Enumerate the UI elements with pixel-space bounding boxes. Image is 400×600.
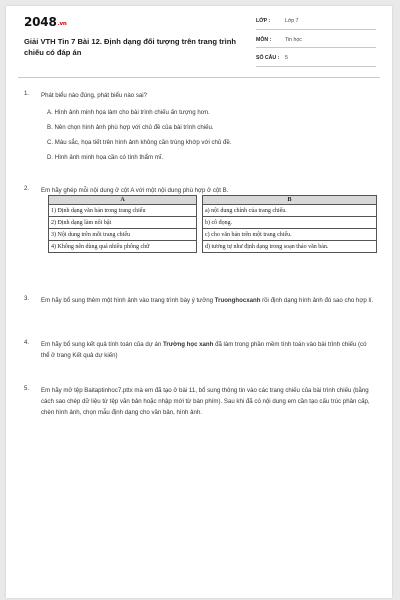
- column-a-header: A: [49, 196, 197, 205]
- question-3: [24, 295, 376, 306]
- logo-suffix: .vn: [57, 21, 67, 27]
- question-number: 4.: [24, 339, 30, 346]
- question-text-start: Em hãy bổ sung thêm một hình ảnh vào trang trình bày ý tưởng: [41, 297, 215, 304]
- table-row: [49, 241, 377, 253]
- meta-label: MÔN :: [256, 36, 272, 43]
- document-page: [6, 6, 392, 598]
- question-1: [24, 90, 376, 161]
- option-d: D. Hình ảnh minh họa cần có tính thẩm mĩ.: [47, 154, 164, 162]
- meta-value: 5: [285, 55, 288, 61]
- cell-a: 2) Định dạng làm nổi bật: [49, 217, 197, 229]
- cell-b: c) cho văn bản trên một trang chiếu.: [203, 229, 377, 241]
- table-row: [49, 205, 377, 217]
- meta-value: Tin học: [285, 36, 302, 43]
- header-divider: [18, 77, 380, 78]
- question-keyword: Trường học xanh: [162, 341, 214, 348]
- cell-a: 1) Định dạng văn bản trong trang chiếu: [49, 205, 197, 217]
- meta-row-question-count: [256, 53, 376, 67]
- question-text: Em hãy mở tệp Baitaptinhoc7.pttx mà em đã tạo ở bài 11, bổ sung thông tin vào các trang chiếu của bài trình chiếu (bằng cách sao chép dữ liệu từ tệp văn bản hoặc nhập mới từ bàn phím). Sau khi đã có nội dung em cần tạo cấu trúc phân cấp, chèn hình ảnh, chọn mẫu định dạng cho văn bản, hình ảnh.: [41, 387, 370, 417]
- document-title: Giải VTH Tin 7 Bài 12. Định dạng đối tượng trên trang trình chiếu có đáp án: [24, 37, 237, 57]
- table-row: [49, 217, 377, 229]
- question-text-end: đã làm trong phần mềm tính toán vào bài trình chiếu (có thể ở trang Kết quả dự kiến): [41, 341, 367, 360]
- question-text: Phát biểu nào đúng, phát biểu nào sai?: [41, 92, 148, 99]
- cell-b: a) nội dung chính của trang chiếu.: [203, 205, 377, 217]
- question-number: 5.: [24, 385, 30, 392]
- logo-main: 2048: [24, 15, 57, 29]
- question-number: 2.: [24, 185, 30, 192]
- question-keyword: Truonghocxanh: [214, 297, 261, 304]
- question-number: 1.: [24, 90, 30, 97]
- meta-label: LỚP :: [256, 18, 271, 24]
- question-4: [24, 339, 376, 361]
- meta-label: SỐ CÂU :: [256, 55, 280, 61]
- question-text-end: rồi định dạng hình ảnh đó sao cho hợp lí.: [260, 297, 374, 304]
- cell-a: 4) Không nên dùng quá nhiều phông chữ: [49, 241, 197, 253]
- table-row: [49, 229, 377, 241]
- option-c: C. Màu sắc, họa tiết trên hình ảnh không cần trùng khớp với chủ đề.: [47, 139, 232, 147]
- meta-info: [256, 16, 376, 72]
- meta-row-subject: [256, 35, 376, 49]
- matching-table: [48, 195, 377, 253]
- question-text: Em hãy ghép mỗi nội dung ở cột A với một nội dung phù hợp ở cột B.: [41, 187, 229, 194]
- question-2: [24, 185, 376, 250]
- question-number: 3.: [24, 295, 30, 302]
- question-5: [24, 385, 376, 419]
- meta-row-class: [256, 16, 376, 30]
- cell-b: d) tương tự như định dạng trong soạn thảo văn bản.: [203, 241, 377, 253]
- cell-a: 3) Nội dung trên mỗi trang chiếu: [49, 229, 197, 241]
- option-a: A. Hình ảnh minh họa làm cho bài trình chiếu ấn tượng hơn.: [47, 109, 210, 117]
- site-logo[interactable]: [24, 15, 67, 29]
- question-text: [41, 339, 376, 361]
- option-b: B. Nên chọn hình ảnh phù hợp với chủ đề của bài trình chiếu.: [47, 124, 214, 132]
- question-text: [41, 295, 376, 306]
- column-b-header: B: [203, 196, 377, 205]
- cell-b: b) cô đọng.: [203, 217, 377, 229]
- meta-value: Lớp 7: [285, 18, 299, 24]
- page-header: [6, 6, 392, 76]
- question-text-start: Em hãy bổ sung kết quả tính toán của dự án: [41, 341, 163, 348]
